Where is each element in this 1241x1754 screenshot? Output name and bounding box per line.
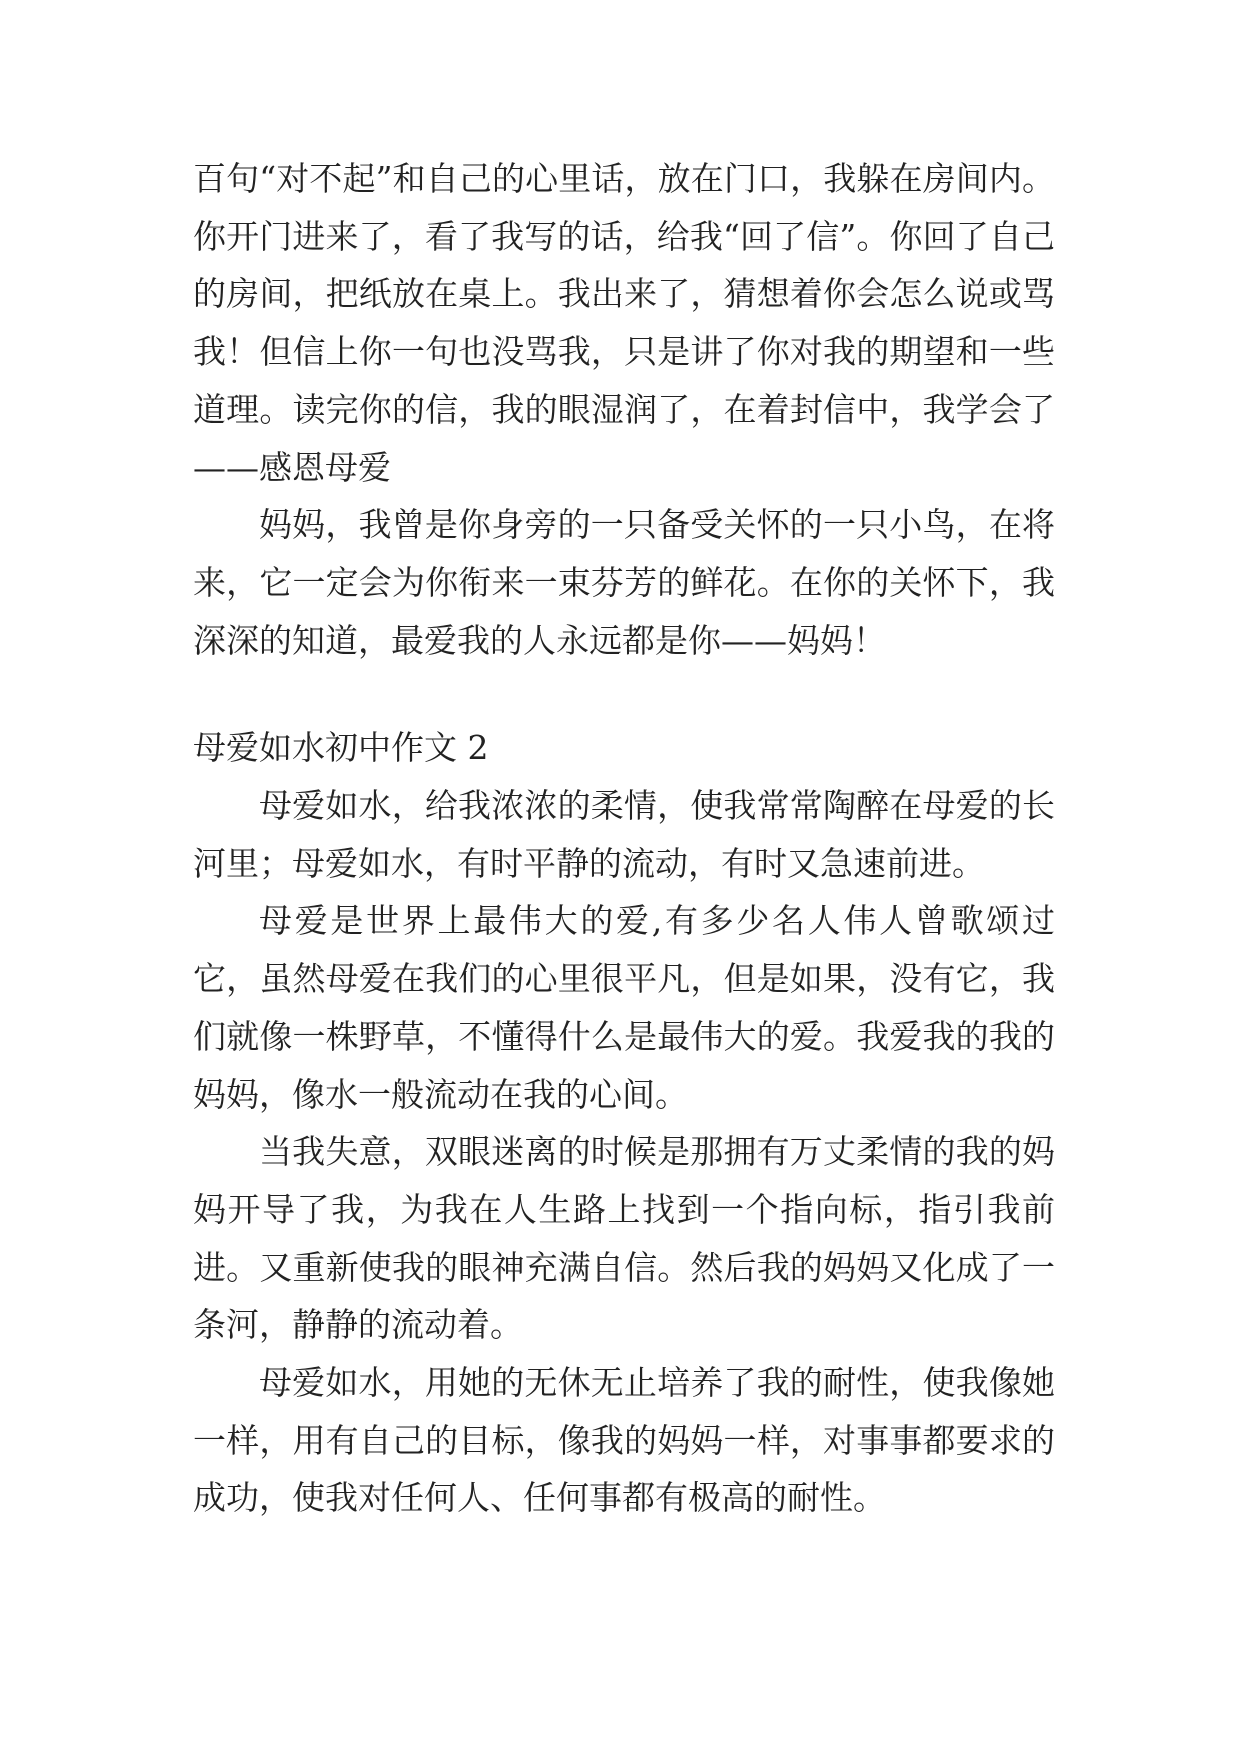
paragraph-love-like-water: 母爱如水，给我浓浓的柔情，使我常常陶醉在母爱的长河里；母爱如水，有时平静的流动，有时又急速前进。 [193,786,1055,883]
section-spacer [193,669,1055,719]
paragraph-continued-letter: 百句“对不起”和自己的心里话，放在门口，我躲在房间内。你开门进来了，看了我写的话，给我“回了信”。你回了自己的房间，把纸放在桌上。我出来了，猜想着你会怎么说或骂我！但信上你一句也没骂我，只是讲了你对我的期望和一些道理。读完你的信，我的眼湿润了，在着封信中，我学会了——感恩母爱 [193,159,1055,487]
essay-title: 母爱如水初中作文 2 [193,728,489,768]
paragraph-greatest-love: 母爱是世界上最伟大的爱,有多少名人伟人曾歌颂过它，虽然母爱在我们的心里很平凡，但是如果，没有它，我们就像一株野草，不懂得什么是最伟大的爱。我爱我的我的妈妈，像水一般流动在我的心间。 [193,901,1055,1114]
paragraph-mother-bird: 妈妈，我曾是你身旁的一只备受关怀的一只小鸟，在将来，它一定会为你衔来一束芬芳的鲜花。在你的关怀下，我深深的知道，最爱我的人永远都是你——妈妈！ [193,505,1055,660]
paragraph-patience: 母爱如水，用她的无休无止培养了我的耐性，使我像她一样，用有自己的目标，像我的妈妈一样，对事事都要求的成功，使我对任何人、任何事都有极高的耐性。 [193,1363,1055,1518]
paragraph-guidance: 当我失意，双眼迷离的时候是那拥有万丈柔情的我的妈妈开导了我，为我在人生路上找到一个指向标，指引我前进。又重新使我的眼神充满自信。然后我的妈妈又化成了一条河，静静的流动着。 [193,1132,1055,1345]
document-body [193,150,1055,1527]
